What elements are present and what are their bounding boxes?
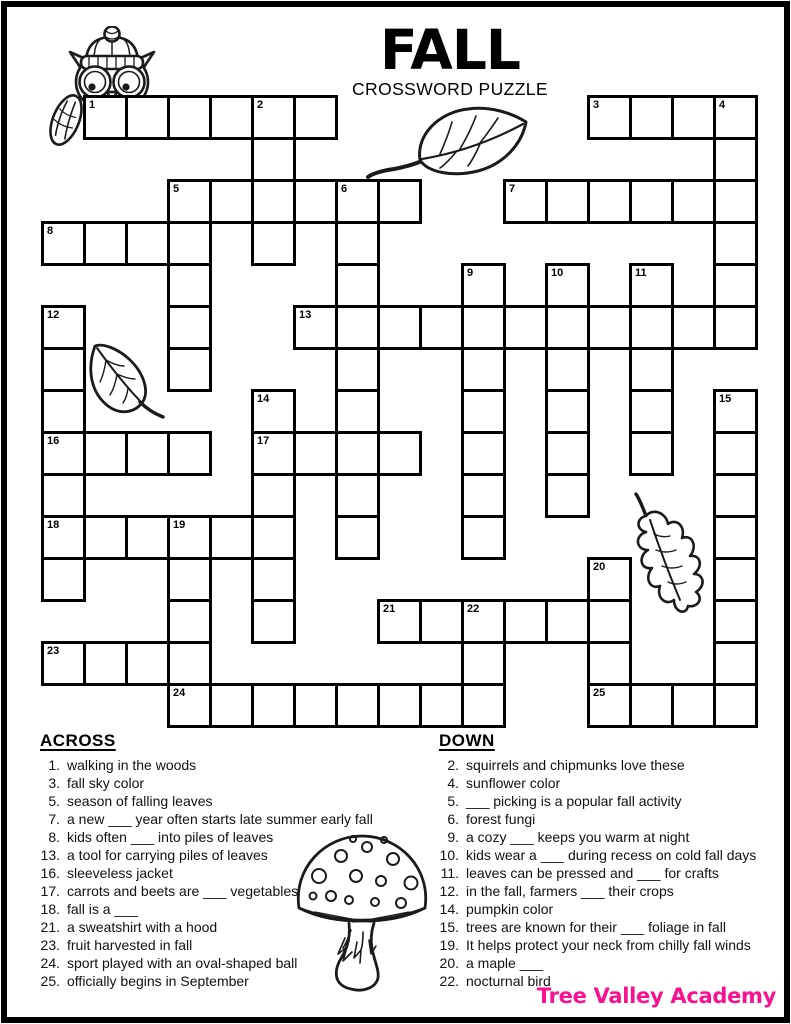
grid-cell[interactable]	[671, 683, 716, 728]
grid-cell[interactable]	[713, 137, 758, 182]
grid-cell[interactable]	[41, 389, 86, 434]
clue-number: 2.	[447, 757, 459, 773]
clue-number: 9.	[447, 829, 459, 845]
grid-cell[interactable]	[461, 599, 506, 644]
grid-cell[interactable]	[629, 305, 674, 350]
grid-cell[interactable]	[629, 683, 674, 728]
cell-number: 7	[509, 183, 516, 195]
cell-number: 22	[467, 603, 480, 615]
cell-number: 25	[593, 687, 606, 699]
grid-cell[interactable]	[713, 95, 758, 140]
page-title: FALL	[380, 18, 520, 82]
cell-number: 15	[719, 393, 732, 405]
clue-number: 19.	[439, 937, 459, 953]
branding-text: Tree Valley Academy	[536, 984, 776, 1008]
grid-cell[interactable]	[461, 515, 506, 560]
grid-cell[interactable]	[503, 599, 548, 644]
clue-text: officially begins in September	[67, 973, 249, 989]
grid-cell[interactable]	[587, 179, 632, 224]
clue-number: 23.	[40, 937, 60, 953]
cell-number: 1	[89, 99, 96, 111]
grid-cell[interactable]	[335, 347, 380, 392]
down-clue	[432, 972, 784, 990]
cell-number: 11	[635, 267, 647, 279]
pointed-leaf-icon	[84, 340, 168, 430]
clue-text: It helps protect your neck from chilly fall winds	[466, 937, 751, 953]
clue-text: sleeveless jacket	[67, 865, 173, 881]
grid-cell[interactable]	[671, 95, 716, 140]
clue-number: 12.	[439, 883, 459, 899]
grid-cell[interactable]	[461, 263, 506, 308]
grid-cell[interactable]	[41, 557, 86, 602]
cell-number: 24	[173, 687, 186, 699]
across-clue	[33, 954, 433, 972]
across-clue	[33, 846, 433, 864]
clue-number: 22.	[439, 973, 459, 989]
grid-cell[interactable]	[461, 389, 506, 434]
clue-text: nocturnal bird	[466, 973, 551, 989]
across-clue	[33, 936, 433, 954]
clue-text: fall sky color	[67, 775, 145, 791]
clue-text: kids often ___ into piles of leaves	[67, 829, 274, 845]
grid-cell[interactable]	[167, 347, 212, 392]
grid-cell[interactable]	[167, 431, 212, 476]
grid-cell[interactable]	[377, 683, 422, 728]
clue-text: squirrels and chipmunks love these	[466, 757, 685, 773]
grid-cell[interactable]	[293, 95, 338, 140]
down-clue	[432, 828, 784, 846]
grid-cell[interactable]	[713, 473, 758, 518]
grid-cell[interactable]	[419, 683, 464, 728]
grid-cell[interactable]	[251, 515, 296, 560]
grid-cell[interactable]	[545, 263, 590, 308]
grid-cell[interactable]	[167, 263, 212, 308]
clue-number: 10.	[439, 847, 459, 863]
grid-cell[interactable]	[545, 305, 590, 350]
down-clue	[432, 792, 784, 810]
grid-cell[interactable]	[713, 221, 758, 266]
across-clue	[33, 792, 433, 810]
clue-number: 1.	[48, 757, 60, 773]
grid-cell[interactable]	[293, 305, 338, 350]
grid-cell[interactable]	[251, 389, 296, 434]
grid-cell[interactable]	[377, 431, 422, 476]
grid-cell[interactable]	[377, 305, 422, 350]
grid-cell[interactable]	[629, 431, 674, 476]
grid-cell[interactable]	[377, 599, 422, 644]
grid-cell[interactable]	[545, 431, 590, 476]
oak-leaf-icon	[624, 492, 710, 632]
cell-number: 23	[47, 645, 60, 657]
clue-number: 4.	[447, 775, 459, 791]
cell-number: 13	[299, 309, 312, 321]
clue-text: forest fungi	[466, 811, 536, 827]
grid-cell[interactable]	[209, 179, 254, 224]
grid-cell[interactable]	[587, 641, 632, 686]
across-clue	[33, 864, 433, 882]
grid-cell[interactable]	[251, 683, 296, 728]
grid-cell[interactable]	[713, 431, 758, 476]
clue-text: fall is a ___	[67, 901, 138, 917]
grid-cell[interactable]	[167, 179, 212, 224]
grid-cell[interactable]	[335, 389, 380, 434]
grid-cell[interactable]	[335, 515, 380, 560]
clue-text: pumpkin color	[466, 901, 554, 917]
grid-cell[interactable]	[545, 347, 590, 392]
grid-cell[interactable]	[167, 641, 212, 686]
grid-cell[interactable]	[335, 221, 380, 266]
grid-cell[interactable]	[629, 347, 674, 392]
cell-number: 12	[47, 309, 60, 321]
cell-number: 9	[467, 267, 474, 279]
clue-text: walking in the woods	[67, 757, 197, 773]
clue-text: a tool for carrying piles of leaves	[67, 847, 268, 863]
grid-cell[interactable]	[335, 473, 380, 518]
across-clue	[33, 810, 433, 828]
grid-cell[interactable]	[545, 473, 590, 518]
grid-cell[interactable]	[293, 179, 338, 224]
grid-cell[interactable]	[461, 683, 506, 728]
grid-cell[interactable]	[587, 305, 632, 350]
grid-cell[interactable]	[251, 221, 296, 266]
across-clue	[33, 972, 433, 990]
clue-text: sunflower color	[466, 775, 561, 791]
grid-cell[interactable]	[671, 305, 716, 350]
cell-number: 17	[257, 435, 270, 447]
grid-cell[interactable]	[713, 263, 758, 308]
down-clues-section	[432, 731, 784, 990]
grid-cell[interactable]	[251, 95, 296, 140]
grid-cell[interactable]	[629, 389, 674, 434]
grid-cell[interactable]	[377, 179, 422, 224]
page-subtitle: CROSSWORD PUZZLE	[352, 79, 548, 99]
cell-number: 2	[257, 99, 264, 111]
grid-cell[interactable]	[335, 683, 380, 728]
cell-number: 6	[341, 183, 348, 195]
grid-cell[interactable]	[125, 431, 170, 476]
across-clue	[33, 900, 433, 918]
cell-number: 3	[593, 99, 600, 111]
grid-cell[interactable]	[251, 137, 296, 182]
clue-number: 7.	[48, 811, 60, 827]
clue-number: 24.	[40, 955, 60, 971]
grid-cell[interactable]	[713, 683, 758, 728]
clue-number: 14.	[439, 901, 459, 917]
down-clue	[432, 810, 784, 828]
grid-cell[interactable]	[461, 347, 506, 392]
grid-cell[interactable]	[629, 95, 674, 140]
grid-cell[interactable]	[293, 431, 338, 476]
grid-cell[interactable]	[587, 557, 632, 602]
worksheet-header	[320, 18, 580, 100]
clue-text: carrots and beets are ___ vegetables	[67, 883, 299, 899]
across-clue	[33, 774, 433, 792]
clue-text: trees are known for their ___ foliage in fall	[466, 919, 726, 935]
clue-number: 21.	[40, 919, 60, 935]
grid-cell[interactable]	[713, 389, 758, 434]
grid-cell[interactable]	[335, 179, 380, 224]
cell-number: 8	[47, 225, 54, 237]
grid-cell[interactable]	[671, 179, 716, 224]
grid-cell[interactable]	[209, 683, 254, 728]
across-clue	[33, 828, 433, 846]
grid-cell[interactable]	[713, 599, 758, 644]
clue-number: 25.	[40, 973, 60, 989]
grid-cell[interactable]	[335, 263, 380, 308]
across-clue	[33, 918, 433, 936]
clue-number: 16.	[40, 865, 60, 881]
clue-number: 18.	[40, 901, 60, 917]
clue-text: fruit harvested in fall	[67, 937, 193, 953]
grid-cell[interactable]	[41, 305, 86, 350]
grid-cell[interactable]	[713, 641, 758, 686]
grid-cell[interactable]	[419, 305, 464, 350]
grid-cell[interactable]	[461, 473, 506, 518]
grid-cell[interactable]	[167, 683, 212, 728]
down-clue	[432, 900, 784, 918]
clue-text: a new ___ year often starts late summer early fall	[67, 811, 373, 827]
grid-cell[interactable]	[41, 515, 86, 560]
grid-cell[interactable]	[41, 347, 86, 392]
grid-cell[interactable]	[125, 221, 170, 266]
grid-cell[interactable]	[461, 305, 506, 350]
clue-number: 5.	[48, 793, 60, 809]
grid-cell[interactable]	[419, 599, 464, 644]
grid-cell[interactable]	[335, 305, 380, 350]
grid-cell[interactable]	[335, 431, 380, 476]
clue-number: 11.	[440, 865, 459, 881]
grid-cell[interactable]	[251, 431, 296, 476]
cell-number: 5	[173, 183, 180, 195]
grid-cell[interactable]	[167, 221, 212, 266]
cell-number: 21	[383, 603, 396, 615]
down-clue	[432, 954, 784, 972]
grid-cell[interactable]	[587, 599, 632, 644]
grid-cell[interactable]	[41, 221, 86, 266]
down-clue	[432, 882, 784, 900]
grid-cell[interactable]	[41, 473, 86, 518]
clue-number: 20.	[439, 955, 459, 971]
grid-cell[interactable]	[125, 95, 170, 140]
down-clue	[432, 756, 784, 774]
clue-number: 3.	[48, 775, 60, 791]
down-clue	[432, 846, 784, 864]
grid-cell[interactable]	[293, 683, 338, 728]
grid-cell[interactable]	[167, 305, 212, 350]
grid-cell[interactable]	[167, 95, 212, 140]
clue-text: sport played with an oval-shaped ball	[67, 955, 298, 971]
grid-cell[interactable]	[209, 95, 254, 140]
grid-cell[interactable]	[125, 641, 170, 686]
grid-cell[interactable]	[587, 95, 632, 140]
clue-text: leaves can be pressed and ___ for crafts	[466, 865, 719, 881]
grid-cell[interactable]	[461, 431, 506, 476]
down-clue-list	[432, 756, 784, 990]
cell-number: 16	[47, 435, 60, 447]
grid-cell[interactable]	[167, 557, 212, 602]
grid-cell[interactable]	[545, 389, 590, 434]
clue-text: a cozy ___ keeps you warm at night	[466, 829, 690, 845]
clue-text: season of falling leaves	[67, 793, 213, 809]
grid-cell[interactable]	[545, 599, 590, 644]
grid-cell[interactable]	[587, 683, 632, 728]
grid-cell[interactable]	[713, 305, 758, 350]
grid-cell[interactable]	[83, 641, 128, 686]
grid-cell[interactable]	[503, 179, 548, 224]
down-clue	[432, 864, 784, 882]
grid-cell[interactable]	[167, 599, 212, 644]
down-clue	[432, 936, 784, 954]
clue-text: ___ picking is a popular fall activity	[466, 793, 682, 809]
across-clue-list	[33, 756, 433, 990]
clue-number: 15.	[439, 919, 459, 935]
across-clue	[33, 756, 433, 774]
grid-cell[interactable]	[83, 515, 128, 560]
grid-cell[interactable]	[461, 641, 506, 686]
clue-number: 17.	[40, 883, 60, 899]
grid-cell[interactable]	[251, 473, 296, 518]
grid-cell[interactable]	[503, 305, 548, 350]
grid-cell[interactable]	[83, 431, 128, 476]
across-clues-section	[33, 731, 433, 990]
grid-cell[interactable]	[83, 95, 128, 140]
cell-number: 20	[593, 561, 606, 573]
clue-text: kids wear a ___ during recess on cold fall days	[466, 847, 757, 863]
clue-number: 8.	[48, 829, 60, 845]
grid-cell[interactable]	[167, 515, 212, 560]
grid-cell[interactable]	[251, 557, 296, 602]
grid-cell[interactable]	[41, 431, 86, 476]
clue-number: 6.	[447, 811, 459, 827]
clue-number: 5.	[447, 793, 459, 809]
grid-cell[interactable]	[713, 557, 758, 602]
grid-cell[interactable]	[629, 263, 674, 308]
cell-number: 19	[173, 519, 186, 531]
grid-cell[interactable]	[125, 515, 170, 560]
grid-cell[interactable]	[41, 641, 86, 686]
across-heading: ACROSS	[40, 731, 116, 750]
cell-number: 18	[47, 519, 60, 531]
cell-number: 10	[551, 267, 564, 279]
grid-cell[interactable]	[545, 179, 590, 224]
cell-number: 4	[719, 99, 726, 111]
grid-cell[interactable]	[251, 599, 296, 644]
clue-text: a maple ___	[466, 955, 544, 971]
down-heading: DOWN	[439, 731, 495, 750]
grid-cell[interactable]	[83, 221, 128, 266]
clue-text: in the fall, farmers ___ their crops	[466, 883, 674, 899]
grid-cell[interactable]	[629, 179, 674, 224]
cell-number: 14	[257, 393, 270, 405]
down-clue	[432, 774, 784, 792]
grid-cell[interactable]	[713, 179, 758, 224]
grid-cell[interactable]	[251, 179, 296, 224]
down-clue	[432, 918, 784, 936]
clue-number: 13.	[40, 847, 60, 863]
grid-cell[interactable]	[209, 515, 254, 560]
clue-text: a sweatshirt with a hood	[67, 919, 218, 935]
grid-cell[interactable]	[713, 515, 758, 560]
across-clue	[33, 882, 433, 900]
